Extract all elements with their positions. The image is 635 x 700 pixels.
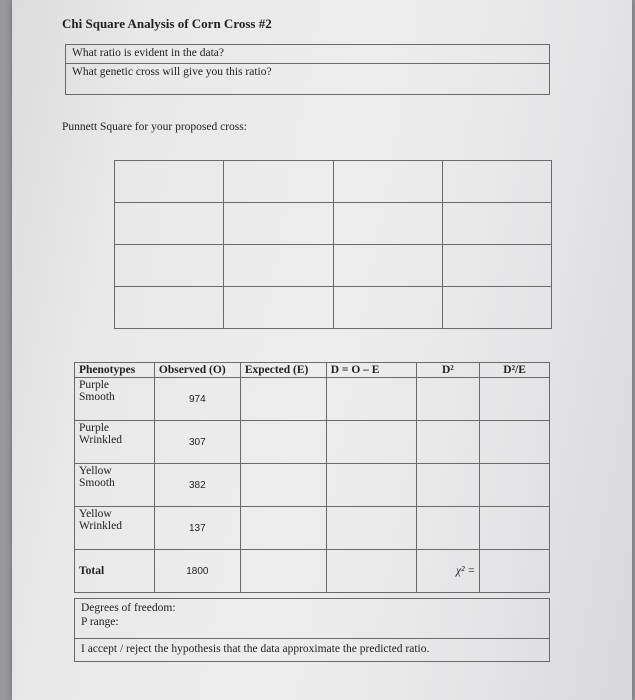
punnett-cell [333, 287, 442, 329]
chi-square-label: χ² = [416, 550, 480, 593]
d-squared-cell[interactable] [416, 421, 480, 464]
d-squared-over-e-cell[interactable] [480, 421, 550, 464]
expected-cell[interactable] [240, 421, 326, 464]
expected-cell[interactable] [240, 464, 326, 507]
conclusion-box [74, 598, 550, 662]
observed-value: 307 [154, 421, 240, 464]
chi-square-value-cell[interactable] [480, 550, 550, 593]
deviation-cell[interactable] [326, 507, 416, 550]
header-expected: Expected (E) [240, 363, 326, 378]
question-cross: What genetic cross will give you this ratio? [72, 66, 272, 78]
punnett-cell [442, 245, 551, 287]
punnett-cell [224, 245, 333, 287]
page-title: Chi Square Analysis of Corn Cross #2 [62, 16, 272, 31]
punnett-cell [115, 287, 224, 329]
deviation-cell[interactable] [326, 378, 416, 421]
punnett-label: Punnett Square for your proposed cross: [62, 121, 247, 133]
worksheet-page [12, 0, 632, 700]
observed-value: 137 [154, 507, 240, 550]
phenotype-texture: Smooth [79, 391, 115, 403]
phenotype-cell [75, 507, 155, 550]
d-squared-over-e-cell[interactable] [480, 507, 550, 550]
punnett-cell [224, 161, 333, 203]
punnett-cell [115, 245, 224, 287]
total-expected-cell[interactable] [240, 550, 326, 593]
phenotype-color: Yellow [79, 465, 112, 477]
punnett-cell [115, 203, 224, 245]
punnett-cell [115, 161, 224, 203]
d-squared-cell[interactable] [416, 378, 480, 421]
phenotype-cell [75, 421, 155, 464]
header-d-squared: D² [416, 363, 480, 378]
table-row [75, 378, 550, 421]
punnett-cell [224, 203, 333, 245]
expected-cell[interactable] [240, 378, 326, 421]
phenotype-color: Purple [79, 379, 110, 391]
d-squared-over-e-cell[interactable] [480, 464, 550, 507]
punnett-cell [333, 161, 442, 203]
total-row [75, 550, 550, 593]
punnett-cell [333, 245, 442, 287]
dof-prange-cell[interactable] [75, 599, 549, 639]
p-range-label: P range: [81, 616, 119, 628]
phenotype-texture: Wrinkled [79, 434, 122, 446]
phenotype-texture: Smooth [79, 477, 115, 489]
punnett-cell [442, 161, 551, 203]
header-deviation: D = O – E [326, 363, 416, 378]
punnett-cell [224, 287, 333, 329]
d-squared-cell[interactable] [416, 464, 480, 507]
header-phenotypes: Phenotypes [75, 363, 155, 378]
total-deviation-cell[interactable] [326, 550, 416, 593]
phenotype-color: Yellow [79, 508, 112, 520]
phenotype-texture: Wrinkled [79, 520, 122, 532]
header-observed: Observed (O) [154, 363, 240, 378]
punnett-cell [442, 203, 551, 245]
table-row [75, 507, 550, 550]
chi-square-table [74, 362, 550, 593]
d-squared-cell[interactable] [416, 507, 480, 550]
phenotype-color: Purple [79, 422, 110, 434]
deviation-cell[interactable] [326, 421, 416, 464]
phenotype-cell [75, 464, 155, 507]
question-box [65, 44, 550, 95]
punnett-cell [333, 203, 442, 245]
deviation-cell[interactable] [326, 464, 416, 507]
hypothesis-statement: I accept / reject the hypothesis that the data approximate the predicted ratio. [81, 643, 430, 655]
table-row [75, 421, 550, 464]
header-d-squared-over-e: D²/E [480, 363, 550, 378]
question-ratio: What ratio is evident in the data? [66, 45, 549, 64]
table-row [75, 464, 550, 507]
expected-cell[interactable] [240, 507, 326, 550]
punnett-cell [442, 287, 551, 329]
observed-value: 974 [154, 378, 240, 421]
punnett-square [114, 160, 552, 329]
observed-value: 382 [154, 464, 240, 507]
d-squared-over-e-cell[interactable] [480, 378, 550, 421]
total-label: Total [75, 550, 155, 593]
degrees-of-freedom-label: Degrees of freedom: [81, 602, 176, 614]
phenotype-cell [75, 378, 155, 421]
total-observed: 1800 [154, 550, 240, 593]
